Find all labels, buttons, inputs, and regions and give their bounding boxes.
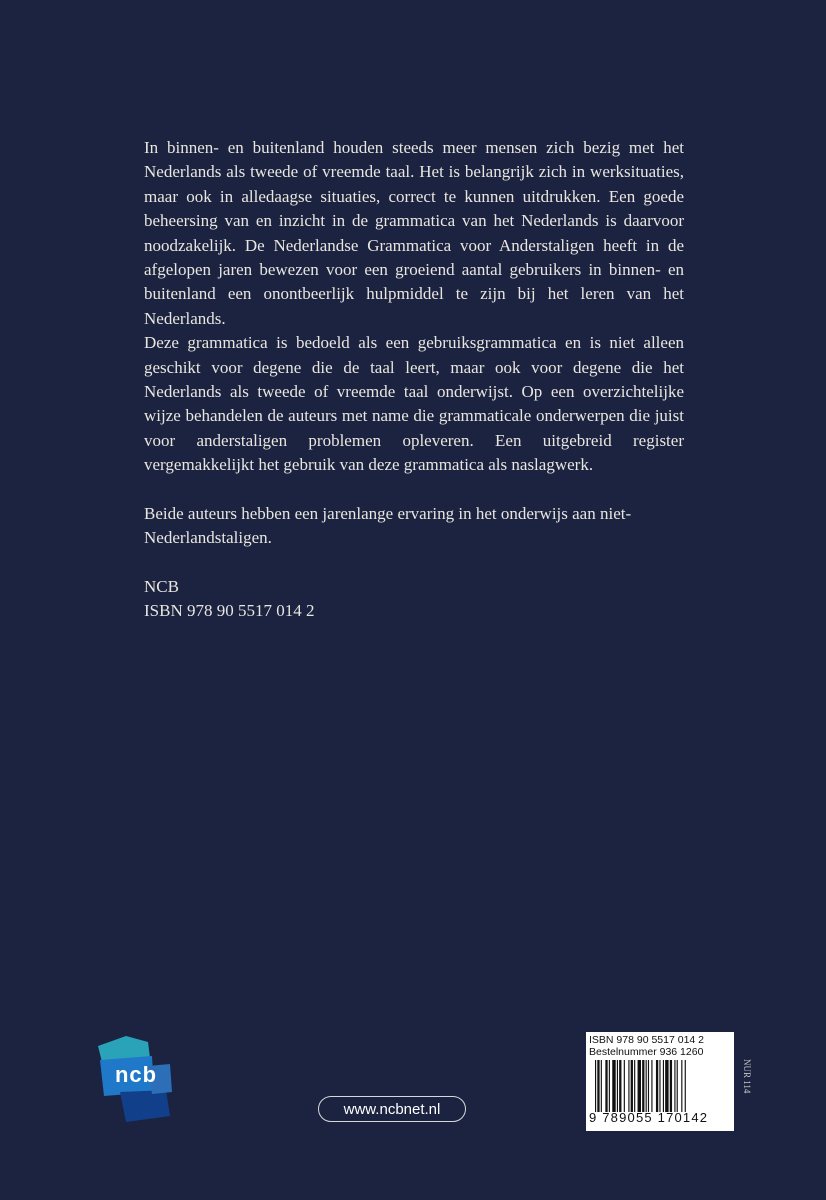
barcode-bars <box>589 1060 731 1112</box>
website-link[interactable]: www.ncbnet.nl <box>318 1096 466 1122</box>
nur-code: NUR 114 <box>742 1058 752 1094</box>
barcode-bar <box>642 1060 644 1112</box>
barcode-bar <box>628 1060 629 1112</box>
barcode-bar <box>612 1060 615 1112</box>
barcode-bar <box>651 1060 652 1112</box>
blurb-paragraph-3: Beide auteurs hebben een jarenlange ervaring in het onderwijs aan niet-Nederlandstaligen. <box>144 503 632 548</box>
barcode-bar <box>665 1060 668 1112</box>
isbn-text: ISBN 978 90 5517 014 2 <box>144 600 315 620</box>
blurb-paragraph-1: In binnen- en buitenland houden steeds meer mensen zich bezig met het Nederlands als tweede of vreemde taal. Het is belangrijk zich in werksituaties, maar ook in alledaagse situaties, correct te kunnen uitdrukken. Een goede beheersing van en inzicht in de grammatica van het Nederlands is daarvoor noodzakelijk. De Nederlandse Grammatica voor Anderstaligen heeft in de afgelopen jaren bewezen voor een groeiend aantal gebruikers in binnen- en buitenland een onontbeerlijk hulpmiddel te zijn bij het leren van het Nederlands. <box>144 138 684 328</box>
blurb-paragraph-2: Deze grammatica is bedoeld als een gebruiksgrammatica en is niet alleen geschikt voor degene die de taal leert, maar ook voor degene die het Nederlands als tweede of vreemde taal onderwijst. Op een overzichtelijke wijze behandelen de auteurs met name die grammaticale onderwerpen die juist voor anderstaligen problemen opleveren. Een uitgebreid register vergemakkelijkt het gebruik van deze grammatica als naslagwerk. <box>144 333 684 475</box>
barcode-bar <box>685 1060 686 1112</box>
barcode-bar <box>597 1060 599 1112</box>
blurb-text <box>144 136 684 623</box>
barcode-bar <box>659 1060 660 1112</box>
barcode-bar <box>681 1060 682 1112</box>
barcode-bar <box>638 1060 641 1112</box>
barcode-bar <box>609 1060 610 1112</box>
ncb-logo <box>96 1032 176 1122</box>
barcode-bar <box>619 1060 621 1112</box>
barcode-bar <box>595 1060 596 1112</box>
barcode-bar <box>634 1060 635 1112</box>
barcode-label <box>586 1032 734 1131</box>
barcode-bar <box>674 1060 675 1112</box>
barcode-bar <box>677 1060 678 1112</box>
barcode-bar <box>624 1060 625 1112</box>
barcode-bar <box>656 1060 658 1112</box>
barcode-bar <box>605 1060 607 1112</box>
barcode-bar <box>648 1060 649 1112</box>
barcode-bar <box>670 1060 672 1112</box>
barcode-order-number: Bestelnummer 936 1260 <box>589 1046 704 1058</box>
barcode-isbn: ISBN 978 90 5517 014 2 <box>589 1034 705 1046</box>
barcode-digits: 9 789055 170142 <box>589 1110 709 1125</box>
publisher-name: NCB <box>144 576 179 596</box>
logo-text: ncb <box>114 1062 158 1087</box>
barcode-bar <box>617 1060 618 1112</box>
barcode-bar <box>601 1060 602 1112</box>
barcode-bar <box>663 1060 664 1112</box>
barcode-bar <box>631 1060 633 1112</box>
barcode-bar <box>646 1060 647 1112</box>
